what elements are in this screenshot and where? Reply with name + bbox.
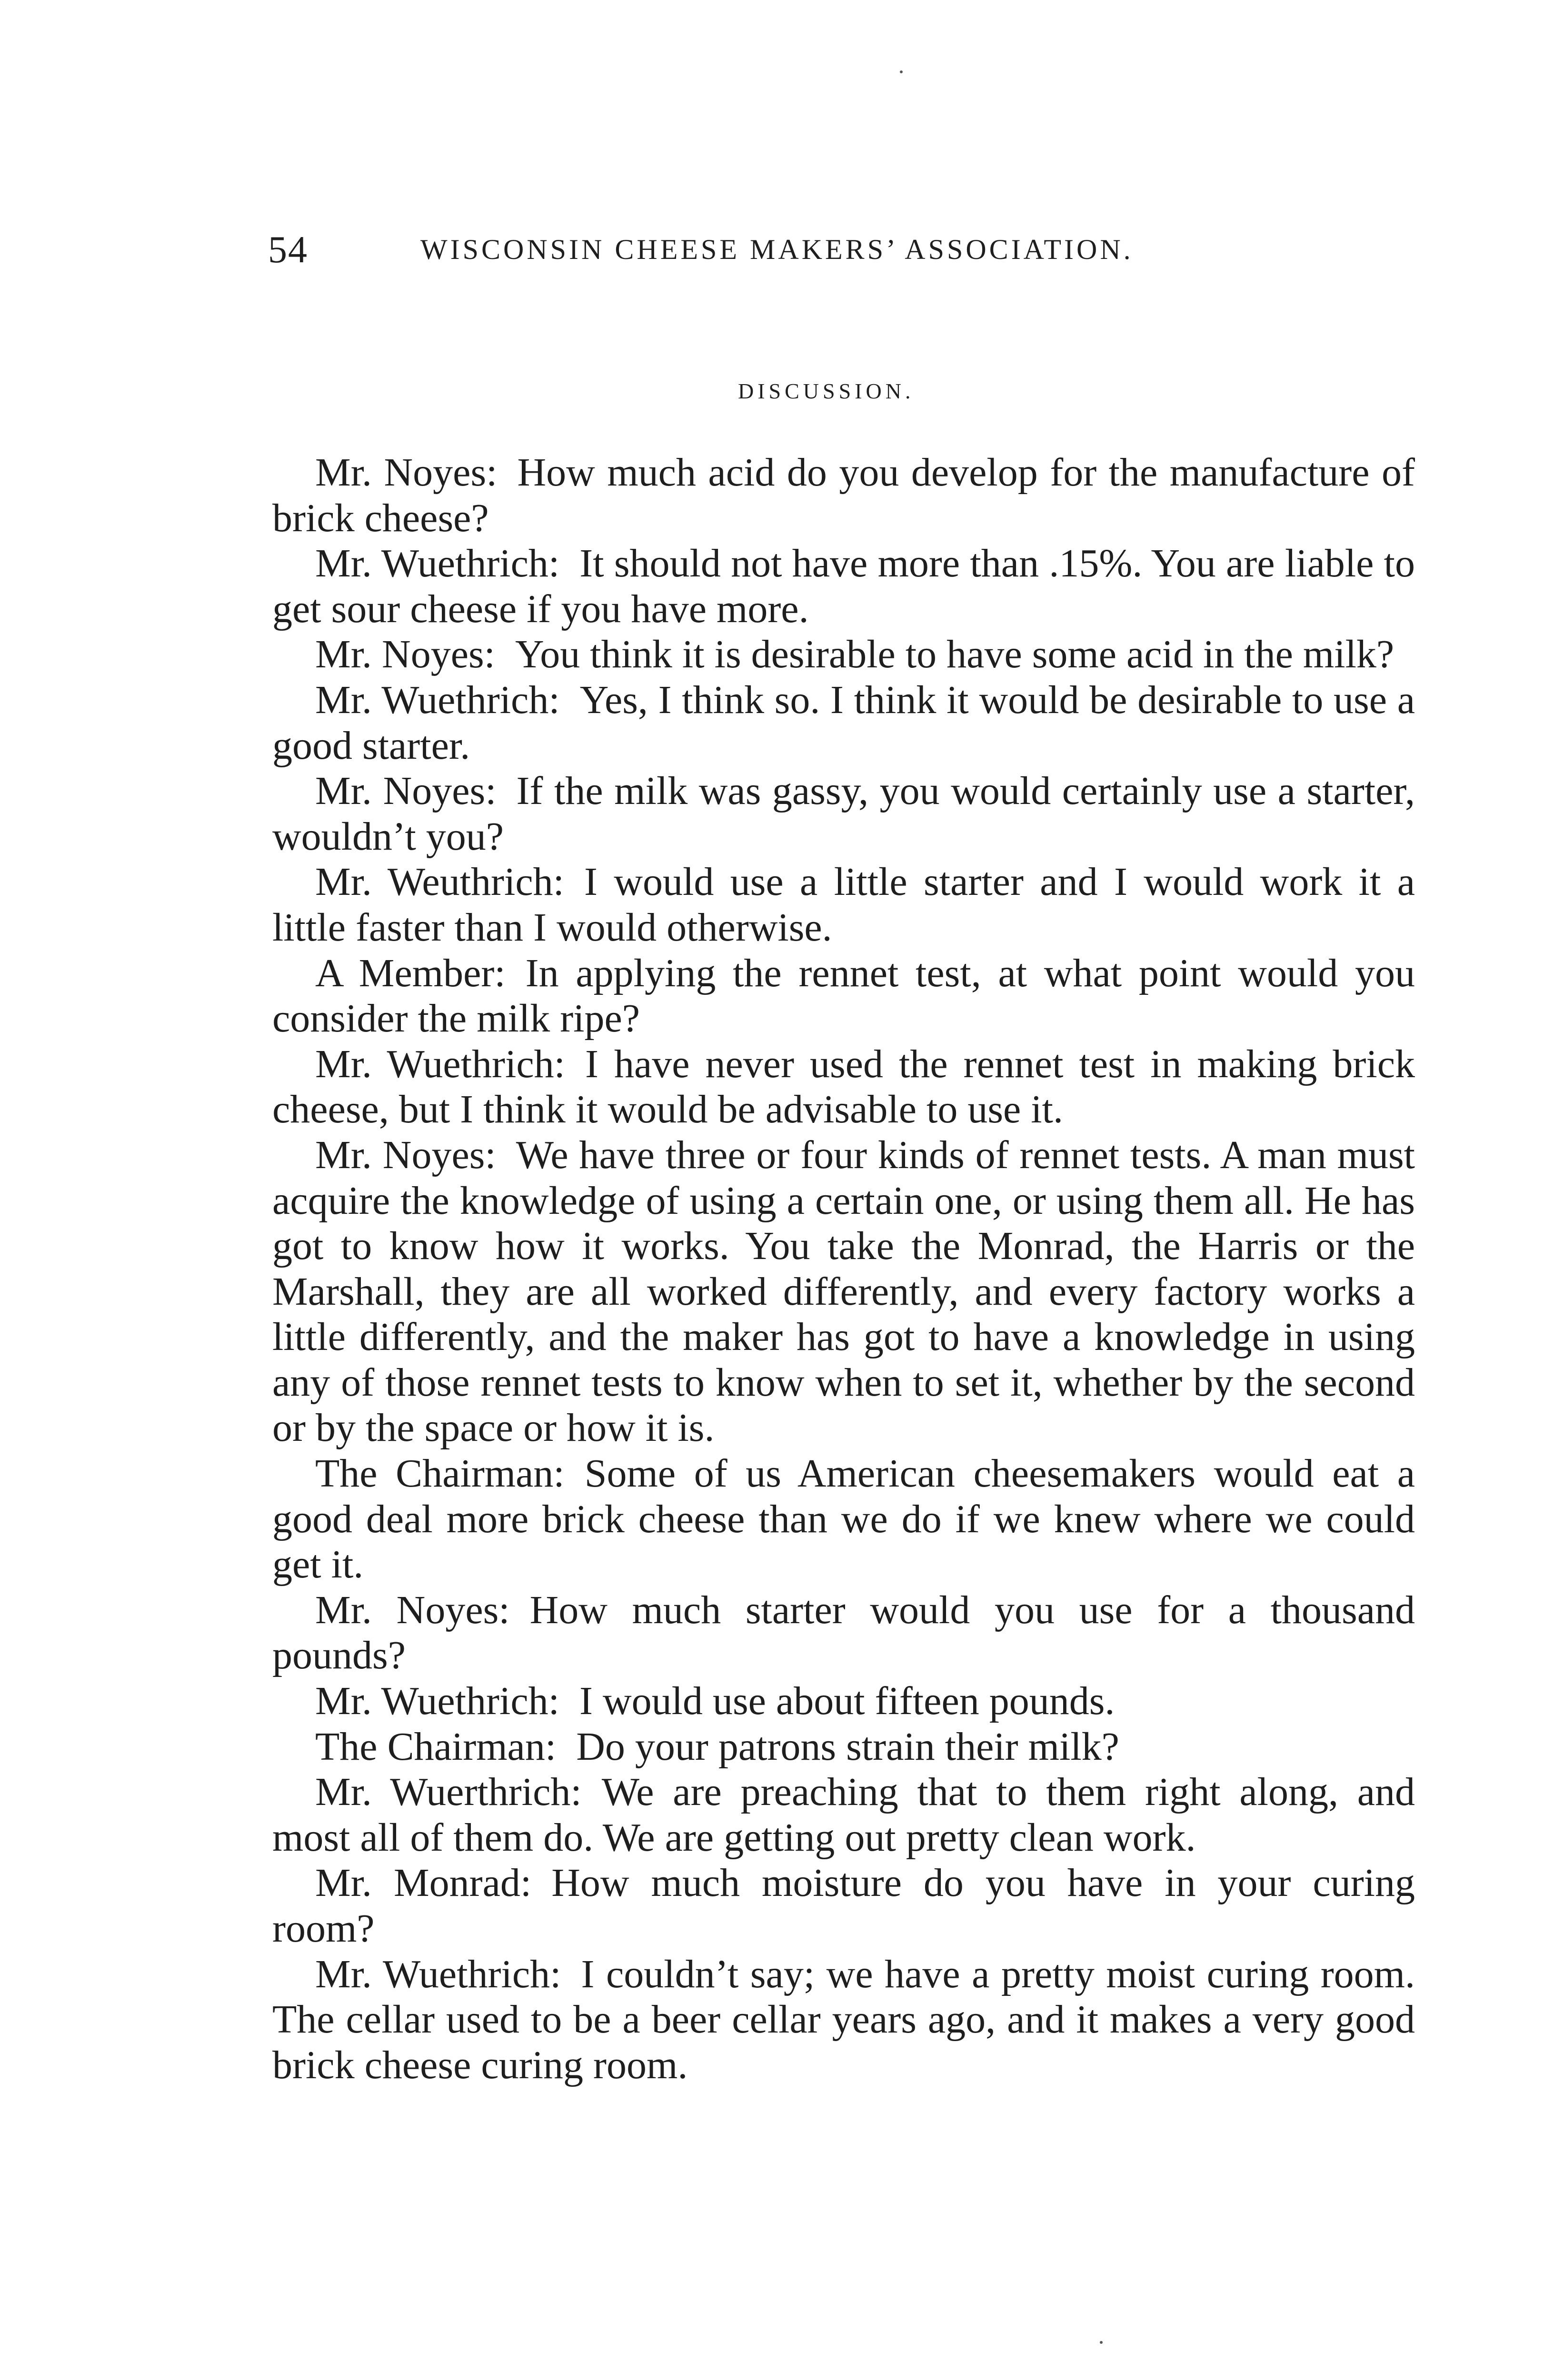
speech-text: If the milk was gassy, you would certainly use a starter, wouldn’t you?	[272, 769, 1415, 859]
speech-text: In applying the rennet test, at what point would you consider the milk ripe?	[272, 951, 1415, 1041]
speaker-name: Mr. Wuerthrich:	[315, 1770, 582, 1815]
dialogue-paragraph	[272, 1860, 1415, 1951]
page-number: 54	[268, 229, 308, 271]
dialogue-paragraph	[272, 1724, 1415, 1770]
speaker-name: The Chairman:	[315, 1451, 565, 1496]
dialogue-paragraph	[272, 1678, 1415, 1724]
speaker-name: Mr. Wuethrich:	[315, 541, 560, 586]
dialogue-paragraph	[272, 677, 1415, 768]
speaker-name: Mr. Wuethrich:	[315, 1952, 561, 1996]
running-title: WISCONSIN CHEESE MAKERS’ ASSOCIATION.	[420, 234, 1134, 265]
speech-text: Yes, I think so. I think it would be desirable to use a good starter.	[272, 677, 1415, 768]
dialogue-paragraph	[272, 450, 1415, 541]
speech-text: I couldn’t say; we have a pretty moist curing room. The cellar used to be a beer cellar years ago, and it makes a very good brick cheese curing room.	[272, 1952, 1415, 2087]
speaker-name: Mr. Noyes:	[315, 769, 497, 813]
speech-text: I have never used the rennet test in making brick cheese, but I think it would be advisable to use it.	[272, 1041, 1415, 1132]
speech-text: You think it is desirable to have some acid in the milk?	[515, 632, 1395, 677]
speaker-name: Mr. Noyes:	[315, 1132, 496, 1177]
speaker-name: Mr. Weuthrich:	[315, 860, 564, 904]
speech-text: We have three or four kinds of rennet tests. A man must acquire the knowledge of using a certain one, or using them all. He has got to know how it works. You take the Monrad, the Harris or the Marshall, they are all worked differently, and every factory works a little differently, and the maker has got to have a knowledge in using any of those rennet tests to know when to set it, whether by the second or by the space or how it is.	[272, 1132, 1415, 1450]
speaker-name: Mr. Noyes:	[315, 632, 495, 677]
discussion-text	[272, 450, 1415, 2088]
speech-text: How much starter would you use for a thousand pounds?	[272, 1587, 1415, 1678]
running-head	[268, 224, 1277, 286]
speaker-name: Mr. Wuethrich:	[315, 677, 560, 722]
dialogue-paragraph	[272, 1587, 1415, 1678]
speaker-name: Mr. Noyes:	[315, 450, 498, 495]
speaker-name: Mr. Wuethrich:	[315, 1041, 565, 1086]
ink-speck	[1100, 2341, 1103, 2344]
dialogue-paragraph	[272, 632, 1415, 677]
dialogue-paragraph	[272, 951, 1415, 1041]
speech-text: I would use a little starter and I would work it a little faster than I would otherwise.	[272, 860, 1415, 950]
speech-text: How much acid do you develop for the manufacture of brick cheese?	[272, 450, 1415, 540]
dialogue-paragraph	[272, 1769, 1415, 1860]
speech-text: I would use about fifteen pounds.	[579, 1679, 1115, 1724]
section-heading: DISCUSSION.	[738, 379, 915, 403]
speaker-name: A Member:	[315, 951, 506, 995]
speech-text: Do your patrons strain their milk?	[576, 1724, 1119, 1769]
speaker-name: The Chairman:	[315, 1724, 557, 1769]
speaker-name: Mr. Monrad:	[315, 1861, 532, 1905]
dialogue-paragraph	[272, 1132, 1415, 1451]
speech-text: We are preaching that to them right along, and most all of them do. We are getting out pretty clean work.	[272, 1770, 1415, 1860]
dialogue-paragraph	[272, 768, 1415, 859]
dialogue-paragraph	[272, 541, 1415, 632]
dialogue-paragraph	[272, 1451, 1415, 1587]
speaker-name: Mr. Noyes:	[315, 1587, 510, 1632]
speech-text: Some of us American cheesemakers would eat a good deal more brick cheese than we do if we knew where we could get it.	[272, 1451, 1415, 1587]
ink-speck	[900, 70, 903, 73]
speech-text: How much moisture do you have in your curing room?	[272, 1861, 1415, 1951]
dialogue-paragraph	[272, 859, 1415, 950]
dialogue-paragraph	[272, 1041, 1415, 1132]
speech-text: It should not have more than .15%. You are liable to get sour cheese if you have more.	[272, 541, 1415, 631]
speaker-name: Mr. Wuethrich:	[315, 1679, 559, 1724]
dialogue-paragraph	[272, 1952, 1415, 2088]
